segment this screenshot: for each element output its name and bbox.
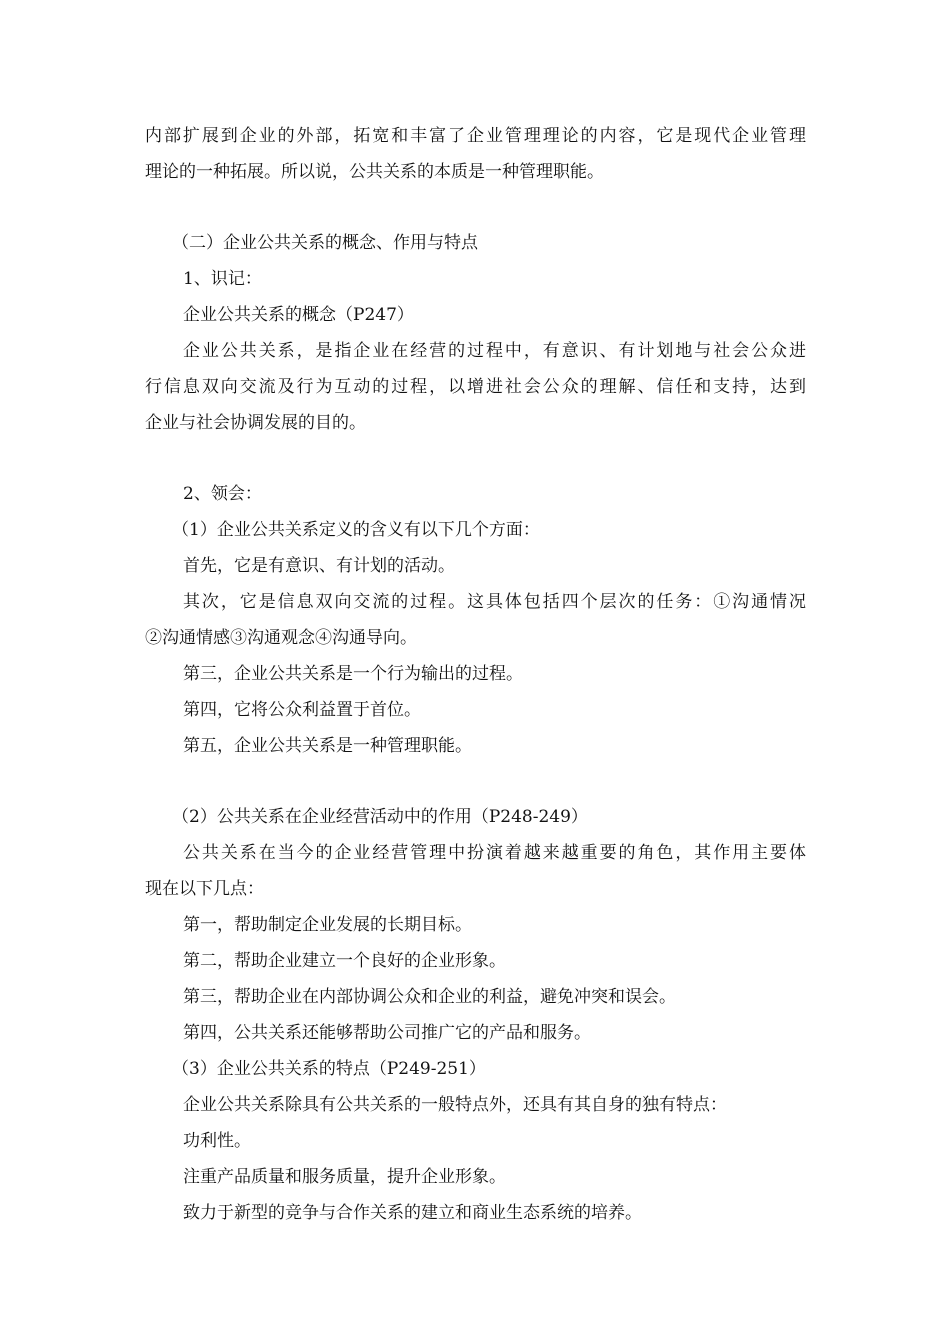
feature-item-3: 致力于新型的竞争与合作关系的建立和商业生态系统的培养。	[183, 1203, 642, 1223]
concept-def-line-3: 企业与社会协调发展的目的。	[145, 413, 366, 433]
role-item-4: 第四，公共关系还能够帮助公司推广它的产品和服务。	[183, 1023, 591, 1043]
role-item-3: 第三，帮助企业在内部协调公众和企业的利益，避免冲突和误会。	[183, 987, 676, 1007]
meaning-second-line-2: ②沟通情感③沟通观念④沟通导向。	[145, 628, 417, 648]
concept-def-line-2: 行信息双向交流及行为互动的过程，以增进社会公众的理解、信任和支持，达到	[145, 377, 806, 397]
role-intro-line-1: 公共关系在当今的企业经营管理中扮演着越来越重要的角色，其作用主要体	[183, 843, 806, 863]
role-item-2: 第二，帮助企业建立一个良好的企业形象。	[183, 951, 506, 971]
role-heading: （2）公共关系在企业经营活动中的作用（P248-249）	[172, 807, 588, 827]
recall-heading: 1、识记：	[183, 269, 262, 289]
def-meaning-heading: （1）企业公共关系定义的含义有以下几个方面：	[172, 520, 540, 540]
concept-heading: 企业公共关系的概念（P247）	[183, 305, 414, 325]
meaning-first: 首先，它是有意识、有计划的活动。	[183, 556, 455, 576]
meaning-fifth: 第五，企业公共关系是一种管理职能。	[183, 736, 472, 756]
features-intro: 企业公共关系除具有公共关系的一般特点外，还具有其自身的独有特点：	[183, 1095, 727, 1115]
features-heading: （3）企业公共关系的特点（P249-251）	[172, 1059, 486, 1079]
concept-def-line-1: 企业公共关系，是指企业在经营的过程中，有意识、有计划地与社会公众进	[183, 341, 806, 361]
meaning-third: 第三，企业公共关系是一个行为输出的过程。	[183, 664, 523, 684]
role-intro-line-2: 现在以下几点：	[145, 879, 264, 899]
feature-item-2: 注重产品质量和服务质量，提升企业形象。	[183, 1167, 506, 1187]
section2-heading: （二）企业公共关系的概念、作用与特点	[172, 233, 478, 253]
intro-line-1: 内部扩展到企业的外部，拓宽和丰富了企业管理理论的内容，它是现代企业管理	[145, 126, 806, 146]
feature-item-1: 功利性。	[183, 1131, 251, 1151]
intro-line-2: 理论的一种拓展。所以说，公共关系的本质是一种管理职能。	[145, 162, 604, 182]
understand-heading: 2、领会：	[183, 484, 262, 504]
meaning-fourth: 第四，它将公众利益置于首位。	[183, 700, 421, 720]
role-item-1: 第一，帮助制定企业发展的长期目标。	[183, 915, 472, 935]
meaning-second-line-1: 其次，它是信息双向交流的过程。这具体包括四个层次的任务：①沟通情况	[183, 592, 806, 612]
